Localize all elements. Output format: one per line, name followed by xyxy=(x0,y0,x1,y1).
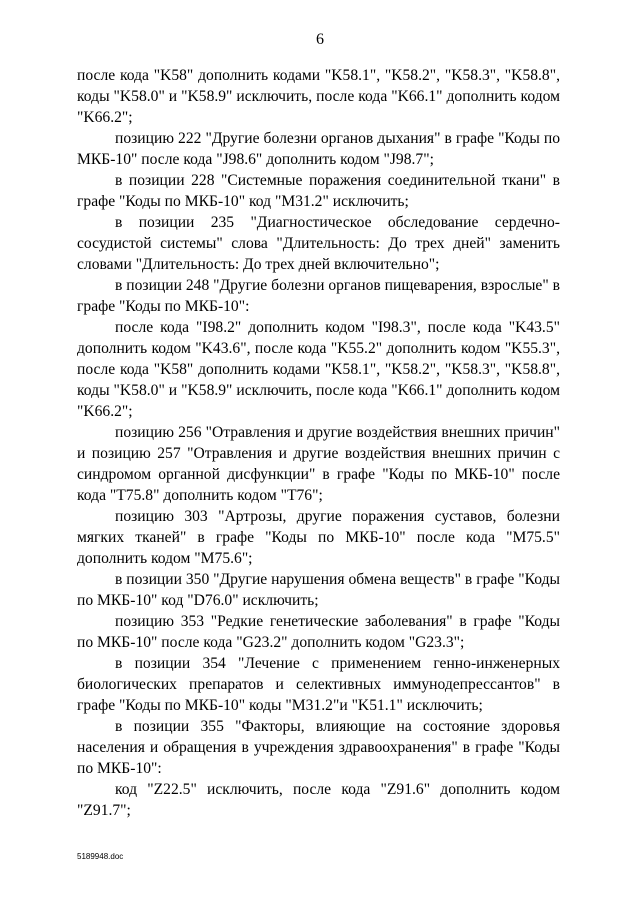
paragraph-continuation: после кода "K58" дополнить кодами "K58.1", "K58.2", "K58.3", "K58.8", коды "K58.0" и "K58.9" исключить, после кода "K66.1" дополнить кодом "K66.2"; xyxy=(77,67,560,126)
paragraph-position-248-codes: после кода "I98.2" дополнить кодом "I98.3", после кода "K43.5" дополнить кодом "K43.6", после кода "K55.2" дополнить кодом "K55.3", после кода "K58" дополнить кодами "K58.1", "K58.2", "K58.3", "K58.8", коды "K58.0" и "K58.9" исключить, после кода "K66.1" дополнить кодом "K66.2"; xyxy=(77,319,560,420)
document-body xyxy=(77,65,560,821)
paragraph-position-350: в позиции 350 "Другие нарушения обмена веществ" в графе "Коды по МКБ-10" код "D76.0" исключить; xyxy=(77,571,560,609)
paragraph-position-235: в позиции 235 "Диагностическое обследование сердечно-сосудистой системы" слова "Длительность: До трех дней" заменить словами "Длительность: До трех дней включительно"; xyxy=(77,214,560,273)
paragraph-position-248: в позиции 248 "Другие болезни органов пищеварения, взрослые" в графе "Коды по МКБ-10": xyxy=(77,277,560,315)
document-filename: 5189948.doc xyxy=(77,852,124,861)
paragraph-position-354: в позиции 354 "Лечение с применением генно-инженерных биологических препаратов и селективных иммунодепрессантов" в графе "Коды по МКБ-10" коды "M31.2"и "K51.1" исключить; xyxy=(77,655,560,714)
page-number: 6 xyxy=(316,31,324,48)
paragraph-position-256-257: позицию 256 "Отравления и другие воздействия внешних причин" и позицию 257 "Отравления и другие воздействия внешних причин с синдромом органной дисфункции" в графе "Коды по МКБ-10" после кода "T75.8" дополнить кодом "T76"; xyxy=(77,424,560,504)
paragraph-position-228: в позиции 228 "Системные поражения соединительной ткани" в графе "Коды по МКБ-10" код "M31.2" исключить; xyxy=(77,172,560,210)
paragraph-position-353: позицию 353 "Редкие генетические заболевания" в графе "Коды по МКБ-10" после кода "G23.2" дополнить кодом "G23.3"; xyxy=(77,613,560,651)
paragraph-position-355: в позиции 355 "Факторы, влияющие на состояние здоровья населения и обращения в учреждения здравоохранения" в графе "Коды по МКБ-10": xyxy=(77,718,560,777)
paragraph-position-355-codes: код "Z22.5" исключить, после кода "Z91.6" дополнить кодом "Z91.7"; xyxy=(77,781,560,819)
paragraph-position-222: позицию 222 "Другие болезни органов дыхания" в графе "Коды по МКБ-10" после кода "J98.6" дополнить кодом "J98.7"; xyxy=(77,130,560,168)
paragraph-position-303: позицию 303 "Артрозы, другие поражения суставов, болезни мягких тканей" в графе "Коды по МКБ-10" после кода "M75.5" дополнить кодом "M75.6"; xyxy=(77,508,560,567)
